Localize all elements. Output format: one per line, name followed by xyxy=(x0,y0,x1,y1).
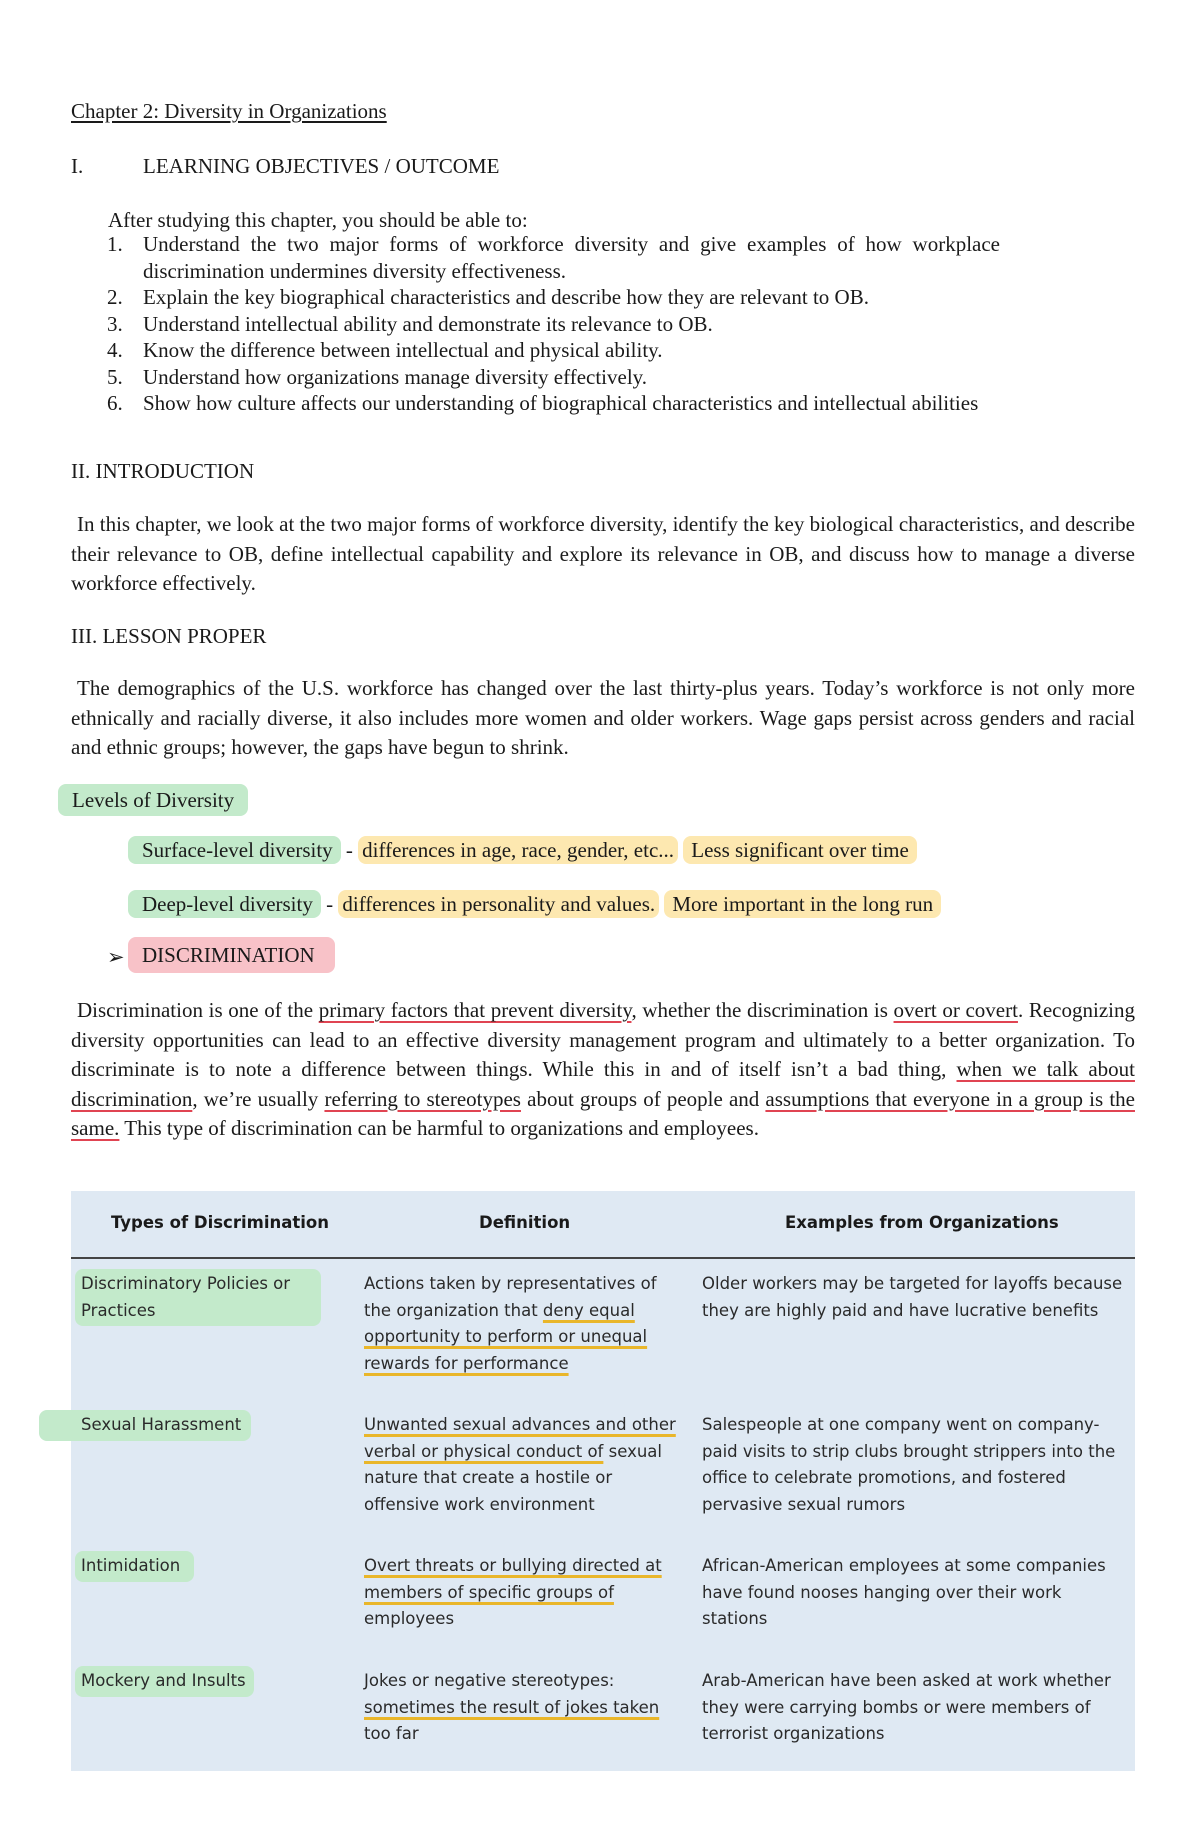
surface-level-sep: - xyxy=(340,838,359,862)
deep-level-line xyxy=(128,888,941,920)
surface-level-def: differences in age, race, gender, etc... xyxy=(358,836,678,864)
underlined-phrase: Overt threats or bullying directed at members of specific groups of xyxy=(364,1556,662,1602)
section-2-title: II. INTRODUCTION xyxy=(71,459,255,483)
table-row-definition: Overt threats or bullying directed at members of specific groups of employees xyxy=(364,1556,662,1628)
discrimination-bullet: ➢ xyxy=(107,945,125,969)
table-row-definition: Jokes or negative stereotypes: sometimes the result of jokes taken too far xyxy=(364,1671,660,1743)
table-row-type: Sexual Harassment xyxy=(39,1410,251,1441)
discrimination-paragraph: Discrimination is one of the primary factors that prevent diversity, whether the discrimination is overt or covert. Recognizing diversity opportunities can lead to an effective diversity management program and ultimately to a better organization. To discriminate is to note a difference between things. While this in and of itself isn’t a bad thing, when we talk about discrimination, we’re usually referring to stereotypes about groups of people and assumptions that everyone in a group is the same. This type of discrimination can be harmful to organizations and employees. xyxy=(71,998,1135,1140)
objective-text: Understand how organizations manage diversity effectively. xyxy=(143,364,648,389)
surface-level-term: Surface-level diversity xyxy=(128,836,341,864)
levels-heading: Levels of Diversity xyxy=(58,784,248,816)
table-row-example: Older workers may be targeted for layoffs because they are highly paid and have lucrative benefits xyxy=(702,1274,1123,1320)
underlined-phrase: referring to stereotypes xyxy=(324,1086,521,1111)
header-divider xyxy=(71,1257,1135,1259)
objective-text: Understand the two major forms of workforce diversity and give examples of how workplace discrimination undermines diversity effectiveness. xyxy=(143,232,1000,283)
table-row-definition: Unwanted sexual advances and other verbal or physical conduct of sexual nature that create a hostile or offensive work environment xyxy=(364,1415,676,1514)
objectives-intro: After studying this chapter, you should be able to: xyxy=(108,208,528,232)
intro-paragraph: In this chapter, we look at the two major forms of workforce diversity, identify the key biological characteristics, and describe their relevance to OB, define intellectual capability and explore its relevance in OB, and discuss how to manage a diverse workforce effectively. xyxy=(71,512,1135,595)
surface-level-line xyxy=(128,834,917,866)
objective-item: 1. Understand the two major forms of workforce diversity and give examples of how workplace discrimination undermines diversity effectiveness. xyxy=(107,232,1000,283)
objective-item: 4. Know the difference between intellectual and physical ability. xyxy=(107,338,663,362)
underlined-phrase: Unwanted sexual advances and other verbal or physical conduct of xyxy=(364,1415,676,1461)
lesson-paragraph: The demographics of the U.S. workforce has changed over the last thirty-plus years. Today’s workforce is not only more ethnically and racially diverse, it also includes more women and older workers. Wage gaps persist across genders and racial and ethnic groups; however, the gaps have begun to shrink. xyxy=(71,676,1135,759)
section-3-title: III. LESSON PROPER xyxy=(71,624,267,648)
underlined-phrase: overt or covert xyxy=(893,998,1018,1022)
objectives-list xyxy=(107,231,1000,417)
column-header-examples: Examples from Organizations xyxy=(785,1213,1059,1232)
objective-item: 2. Explain the key biographical characteristics and describe how they are relevant to OB. xyxy=(107,285,869,309)
objective-item: 6. Show how culture affects our understanding of biographical characteristics and intellectual abilities xyxy=(107,391,979,415)
surface-level-note: Less significant over time xyxy=(683,836,917,864)
deep-level-note: More important in the long run xyxy=(664,890,941,918)
deep-level-term: Deep-level diversity xyxy=(128,890,321,918)
underlined-phrase: sometimes the result of jokes taken xyxy=(364,1697,660,1717)
table-row-example: African-American employees at some companies have found nooses hanging over their work stations xyxy=(702,1556,1106,1628)
underlined-phrase: deny equal opportunity to perform or unequal rewards for performance xyxy=(364,1300,648,1373)
discrimination-heading: DISCRIMINATION xyxy=(128,937,335,973)
table-row-example: Salespeople at one company went on company-paid visits to strip clubs brought strippers into the office to celebrate promotions, and fostered pervasive sexual rumors xyxy=(702,1415,1116,1514)
deep-level-def: differences in personality and values. xyxy=(338,890,659,918)
table-row-definition: Actions taken by representatives of the organization that deny equal opportunity to perform or unequal rewards for performance xyxy=(364,1274,657,1373)
section-1-title: LEARNING OBJECTIVES / OUTCOME xyxy=(143,154,500,178)
underlined-phrase: assumptions that everyone in a group is the same. xyxy=(71,1086,1135,1140)
table-row-type: Discriminatory Policies or Practices xyxy=(75,1269,321,1326)
objective-text: Explain the key biographical characteristics and describe how they are relevant to OB. xyxy=(143,285,869,309)
objective-item: 5. Understand how organizations manage diversity effectively. xyxy=(107,364,648,389)
objective-text: Understand intellectual ability and demonstrate its relevance to OB. xyxy=(143,311,713,336)
objective-text: Know the difference between intellectual and physical ability. xyxy=(143,338,663,362)
table-row-type: Intimidation xyxy=(75,1551,194,1582)
underlined-phrase: primary factors that prevent diversity xyxy=(318,998,632,1022)
table-row-type: Mockery and Insults xyxy=(75,1666,254,1697)
underlined-phrase: when we talk about discrimination xyxy=(71,1057,1135,1111)
objective-item: 3. Understand intellectual ability and demonstrate its relevance to OB. xyxy=(107,311,713,336)
table-row-example: Arab-American have been asked at work whether they were carrying bombs or were members of terrorist organizations xyxy=(702,1671,1111,1743)
discrimination-table xyxy=(71,1191,1135,1771)
section-1-numeral: I. xyxy=(71,154,84,178)
chapter-title: Chapter 2: Diversity in Organizations xyxy=(71,99,387,123)
column-header-definition: Definition xyxy=(479,1213,571,1232)
deep-level-sep: - xyxy=(320,892,339,916)
objective-text: Show how culture affects our understanding of biographical characteristics and intellectual abilities xyxy=(143,391,979,415)
column-header-types: Types of Discrimination xyxy=(111,1213,329,1232)
